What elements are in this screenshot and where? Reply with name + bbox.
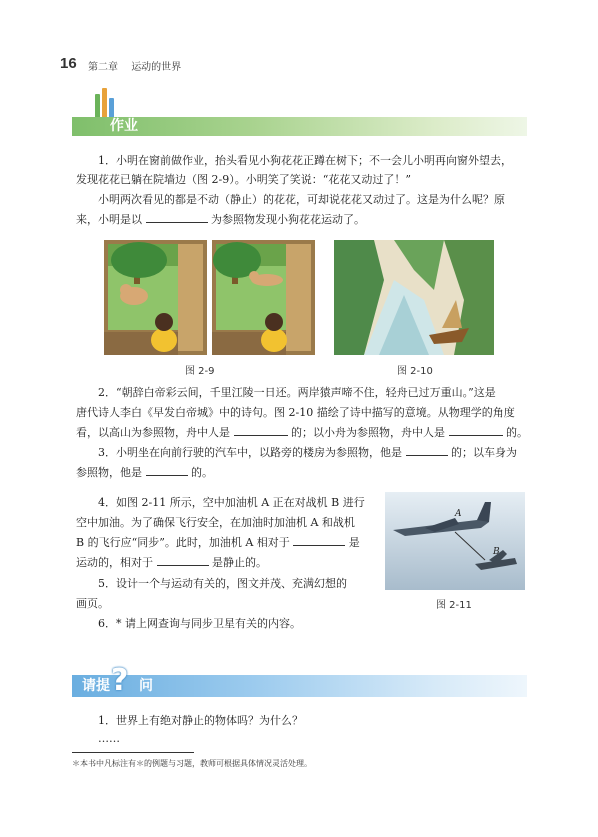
q3-line2a: 参照物，他是 xyxy=(76,466,142,479)
figure-2-9-caption: 图 2-9 xyxy=(185,366,215,377)
label-a: A xyxy=(455,509,462,519)
q6-text: 6．* 请上网查询与同步卫星有关的内容。 xyxy=(98,617,301,630)
question-title-right: 问 xyxy=(139,678,153,694)
chapter-header xyxy=(88,58,191,73)
figure-2-9-panel-1 xyxy=(104,240,207,355)
q4-text-line2: 空中加油。为了确保飞行安全，在加油时加油机 A 和战机 xyxy=(76,516,355,529)
q1-text-line3: 小明两次看见的都是不动（静止）的花花，可却说花花又动过了。这是为什么呢？原 xyxy=(98,193,505,206)
figure-2-10 xyxy=(334,240,494,355)
footnote-divider xyxy=(72,752,194,753)
homework-title-bar xyxy=(72,117,527,136)
question-1: 1．世界上有绝对静止的物体吗？为什么？ xyxy=(98,714,303,727)
q2-text-line3 xyxy=(76,423,528,442)
q4-text-line1: 4．如图 2-11 所示，空中加油机 A 正在对战机 B 进行 xyxy=(98,496,365,509)
footnote: ＊本书中凡标注有＊的例题与习题，教师可根据具体情况灵活处理。 xyxy=(72,759,312,768)
figure-2-11 xyxy=(385,492,525,590)
q1-line4a: 来，小明是以 xyxy=(76,213,142,226)
question-more: …… xyxy=(98,732,120,745)
answer-blank[interactable] xyxy=(157,555,209,566)
q4-text-line3 xyxy=(76,533,376,552)
answer-blank[interactable] xyxy=(449,425,503,436)
answer-blank[interactable] xyxy=(293,535,345,546)
label-b: B xyxy=(493,547,500,557)
q4-line3b: 是 xyxy=(348,536,360,549)
chapter-label: 第二章 xyxy=(88,62,118,73)
answer-blank[interactable] xyxy=(146,465,188,476)
answer-blank[interactable] xyxy=(406,445,448,456)
question-title-left: 请提 xyxy=(82,678,110,694)
q2-line3b: 的；以小舟为参照物，舟中人是 xyxy=(291,426,445,439)
q3-line1b: 的；以车身为 xyxy=(451,446,517,459)
q1-text xyxy=(76,151,528,170)
page-number: 16 xyxy=(60,55,77,72)
q2-line3a: 看，以高山为参照物，舟中人是 xyxy=(76,426,230,439)
homework-title: 作业 xyxy=(110,118,138,134)
question-mark-icon: ? xyxy=(111,663,129,698)
q2-text-line2: 唐代诗人李白《早发白帝城》中的诗句。图 2-10 描绘了诗中描写的意境。从物理学的角度 xyxy=(76,406,515,419)
q4-line3a: B 的飞行应“同步”。此时，加油机 A 相对于 xyxy=(76,536,290,549)
q3-line2b: 的。 xyxy=(191,466,213,479)
q1-text-line2: 发现花花已躺在院墙边（图 2-9）。小明笑了笑说：“花花又动过了！” xyxy=(76,173,411,186)
figure-2-10-caption: 图 2-10 xyxy=(397,366,433,377)
q4-line4b: 是静止的。 xyxy=(212,556,267,569)
q1-text-line4 xyxy=(76,210,528,229)
q3-text-line1 xyxy=(76,443,528,462)
q5-text-line1: 5．设计一个与运动有关的，图文并茂、充满幻想的 xyxy=(98,577,347,590)
q4-line4a: 运动的，相对于 xyxy=(76,556,153,569)
q1-line1: 1．小明在窗前做作业，抬头看见小狗花花正蹲在树下；不一会儿小明再向窗外望去， xyxy=(98,154,512,167)
q1-line4b: 为参照物发现小狗花花运动了。 xyxy=(211,213,365,226)
q4-text-line4 xyxy=(76,553,376,572)
answer-blank[interactable] xyxy=(234,425,288,436)
figure-2-9-panel-2 xyxy=(212,240,315,355)
chapter-title: 运动的世界 xyxy=(131,62,182,73)
q3-line1a: 3．小明坐在向前行驶的汽车中，以路旁的楼房为参照物，他是 xyxy=(98,446,402,459)
q2-line3c: 的。 xyxy=(506,426,528,439)
q5-text-line2: 画页。 xyxy=(76,597,109,610)
answer-blank[interactable] xyxy=(146,212,208,223)
figure-2-11-caption: 图 2-11 xyxy=(436,600,472,611)
q3-text-line2 xyxy=(76,463,528,482)
q2-text-line1: 2．“朝辞白帝彩云间，千里江陵一日还。两岸猿声啼不住，轻舟已过万重山。”这是 xyxy=(98,386,496,399)
